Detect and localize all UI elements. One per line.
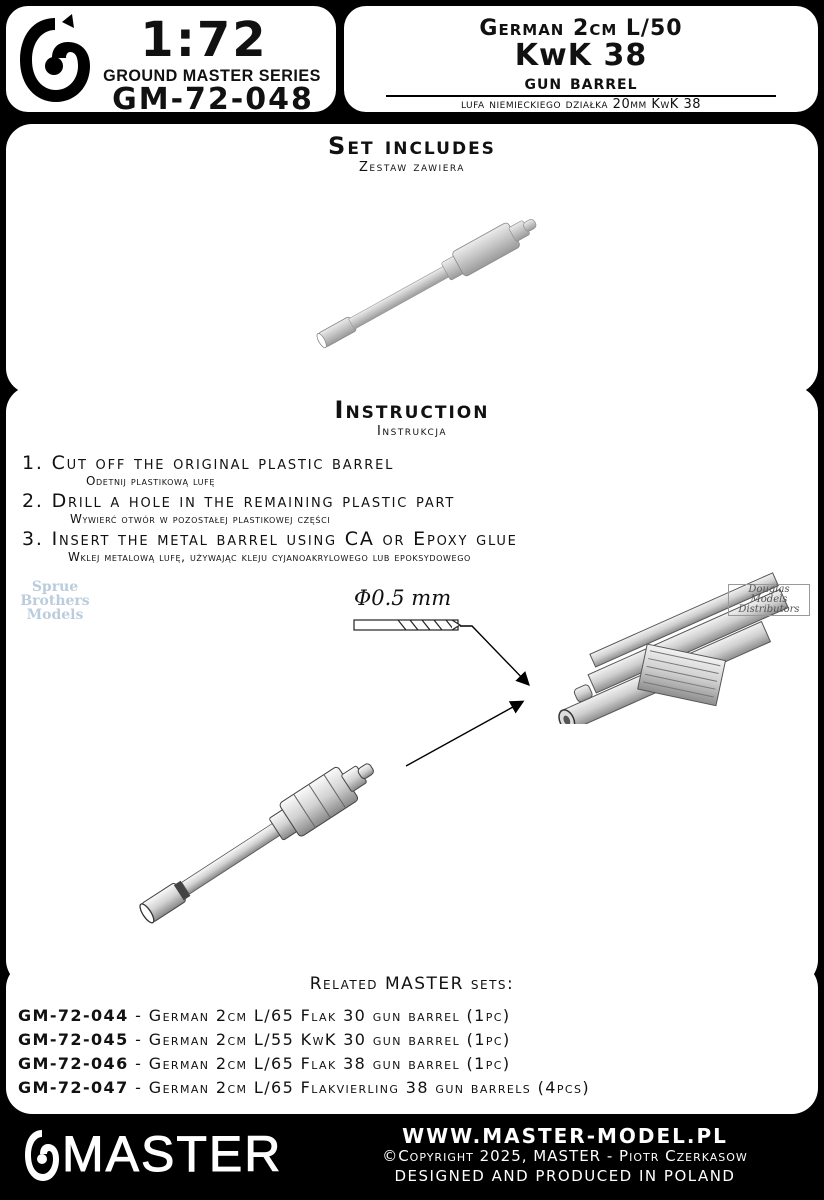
header-title-panel bbox=[344, 6, 818, 112]
product-code: GM-72-048 bbox=[112, 82, 314, 117]
produced-in-text: DESIGNED AND PRODUCED IN POLAND bbox=[394, 1167, 736, 1185]
gun-receiver-image bbox=[522, 554, 802, 724]
step-2-polish: Wywierć otwór w pozostałej plastikowej części bbox=[70, 512, 331, 526]
step-1-polish: Odetnij plastikową lufę bbox=[86, 474, 215, 488]
header-series-panel bbox=[6, 6, 336, 117]
related-set-item: GM-72-045 - German 2cm L/55 KwK 30 gun barrel (1pc) bbox=[18, 1030, 511, 1049]
step-2: 2. Drill a hole in the remaining plastic part bbox=[22, 490, 456, 512]
step-1: 1. Cut off the original plastic barrel bbox=[22, 452, 395, 474]
related-set-item: GM-72-046 - German 2cm L/65 Flak 38 gun barrel (1pc) bbox=[18, 1054, 511, 1073]
series-name: GROUND MASTER SERIES bbox=[103, 66, 321, 85]
scale-label: 1:72 bbox=[140, 12, 268, 68]
set-includes-subtitle: Zestaw zawiera bbox=[359, 160, 465, 175]
step-3-polish: Wklej metalową lufę, używając kleju cyjanoakrylowego lub epoksydowego bbox=[68, 550, 471, 564]
set-includes-title: Set includes bbox=[328, 132, 496, 160]
metal-barrel-image bbox=[286, 200, 576, 360]
footer-logo-icon bbox=[22, 1126, 62, 1184]
drill-size-label: Φ0.5 mm bbox=[354, 586, 452, 610]
master-logo-icon bbox=[14, 12, 96, 108]
related-sets-panel bbox=[6, 962, 818, 1114]
related-sets-title: Related MASTER sets: bbox=[309, 974, 515, 994]
product-title-line1: German 2cm L/50 bbox=[479, 16, 683, 41]
brand-wordmark: MASTER bbox=[62, 1126, 283, 1182]
product-title-line2: KwK 38 bbox=[514, 38, 648, 73]
sprue-brothers-watermark: Sprue Brothers Models bbox=[20, 579, 90, 623]
instruction-subtitle: Instrukcja bbox=[377, 424, 447, 439]
instruction-panel bbox=[6, 386, 818, 986]
related-set-item: GM-72-044 - German 2cm L/65 Flak 30 gun barrel (1pc) bbox=[18, 1006, 511, 1025]
instruction-title: Instruction bbox=[334, 396, 490, 424]
website-link[interactable]: WWW.MASTER-MODEL.PL bbox=[402, 1124, 728, 1148]
set-includes-panel bbox=[6, 124, 818, 394]
related-set-item: GM-72-047 - German 2cm L/65 Flakvierling 38 gun barrels (4pcs) bbox=[18, 1078, 590, 1097]
product-title-line3: gun barrel bbox=[524, 70, 638, 94]
copyright-text: ©Copyright 2025, MASTER - Piotr Czerkasow bbox=[382, 1147, 748, 1165]
step-3: 3. Insert the metal barrel using CA or Epoxy glue bbox=[22, 528, 518, 550]
douglas-models-watermark: Douglas Models Distributors bbox=[728, 584, 810, 616]
metal-barrel-assembly-image bbox=[116, 746, 416, 926]
product-title-polish: lufa niemieckiego działka 20mm KwK 38 bbox=[460, 97, 701, 112]
